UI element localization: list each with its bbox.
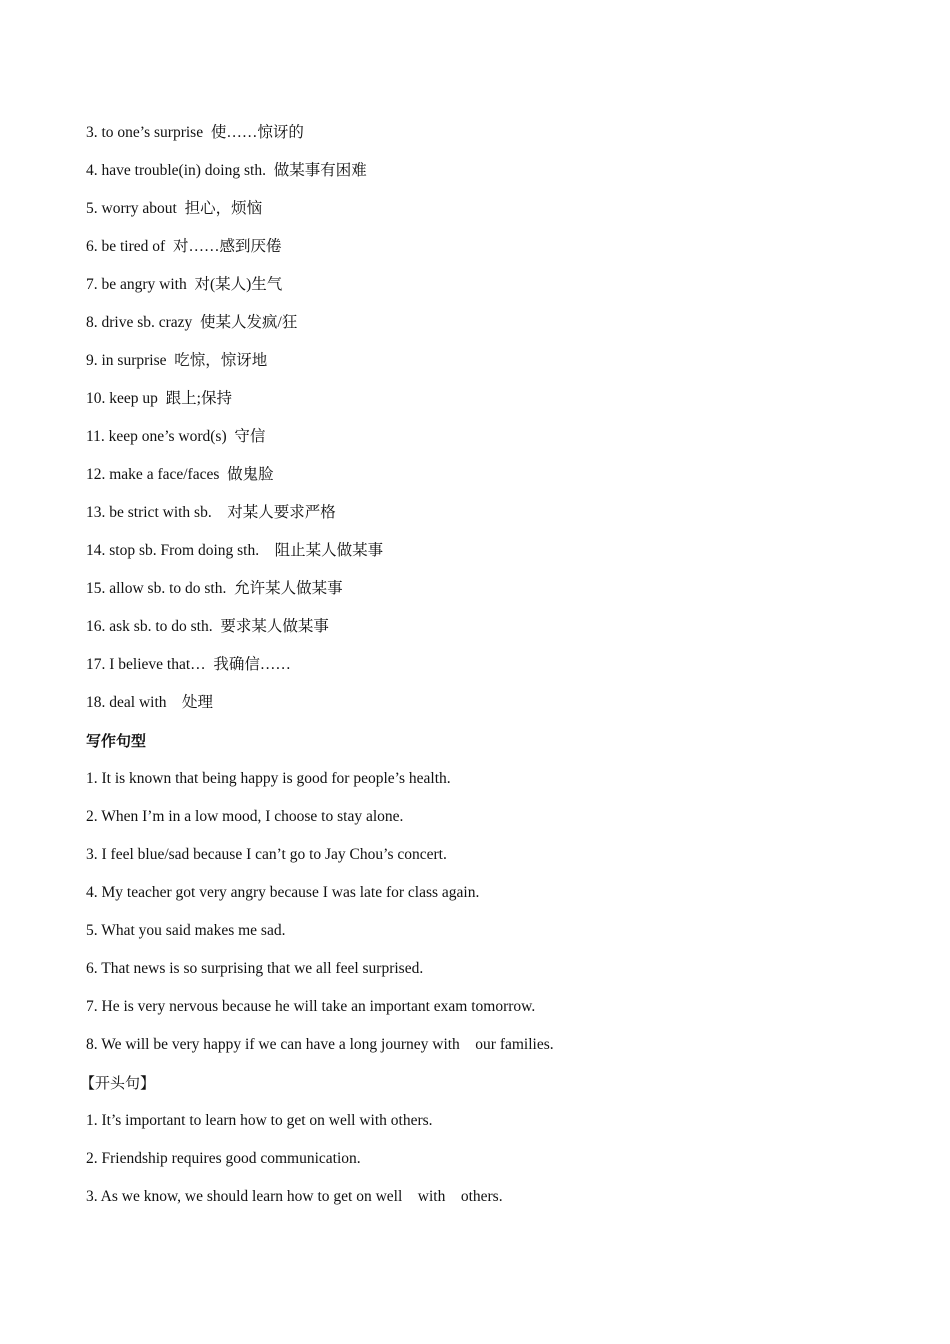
phrase-item: 4. have trouble(in) doing sth. 做某事有困难 <box>86 162 367 179</box>
phrase-item: 6. be tired of 对……感到厌倦 <box>86 238 282 255</box>
writing-sentence: 3. I feel blue/sad because I can’t go to Jay Chou’s concert. <box>86 846 447 863</box>
opening-sentence: 3. As we know, we should learn how to get on well with others. <box>86 1188 503 1205</box>
writing-heading: 写作句型 <box>86 732 147 750</box>
phrase-item: 7. be angry with 对(某人)生气 <box>86 276 283 293</box>
opening-heading: 【开头句】 <box>80 1074 156 1092</box>
writing-sentence: 5. What you said makes me sad. <box>86 922 286 939</box>
phrase-item: 3. to one’s surprise 使……惊讶的 <box>86 124 304 141</box>
phrase-item: 17. I believe that… 我确信…… <box>86 656 291 673</box>
opening-sentence: 2. Friendship requires good communication. <box>86 1150 361 1167</box>
phrase-item: 5. worry about 担心，烦恼 <box>86 200 263 217</box>
writing-sentence: 2. When I’m in a low mood, I choose to stay alone. <box>86 808 404 825</box>
phrase-item: 15. allow sb. to do sth. 允许某人做某事 <box>86 580 343 597</box>
phrase-item: 13. be strict with sb. 对某人要求严格 <box>86 504 336 521</box>
phrase-item: 11. keep one’s word(s) 守信 <box>86 428 266 445</box>
opening-sentence: 1. It’s important to learn how to get on well with others. <box>86 1112 433 1129</box>
writing-sentence: 1. It is known that being happy is good for people’s health. <box>86 770 451 787</box>
writing-sentence: 8. We will be very happy if we can have a long journey with our families. <box>86 1036 554 1053</box>
writing-sentence-list <box>86 768 906 1072</box>
writing-sentence: 4. My teacher got very angry because I was late for class again. <box>86 884 480 901</box>
document-page <box>80 122 906 1224</box>
writing-sentence: 7. He is very nervous because he will take an important exam tomorrow. <box>86 998 536 1015</box>
phrase-item: 18. deal with 处理 <box>86 694 213 711</box>
writing-sentence: 6. That news is so surprising that we all feel surprised. <box>86 960 424 977</box>
phrase-item: 12. make a face/faces 做鬼脸 <box>86 466 274 483</box>
phrase-item: 16. ask sb. to do sth. 要求某人做某事 <box>86 618 329 635</box>
phrase-item: 10. keep up 跟上;保持 <box>86 390 232 407</box>
phrase-list <box>86 122 906 730</box>
opening-sentence-list <box>86 1110 906 1224</box>
phrase-item: 8. drive sb. crazy 使某人发疯/狂 <box>86 314 298 331</box>
phrase-item: 14. stop sb. From doing sth. 阻止某人做某事 <box>86 542 384 559</box>
phrase-item: 9. in surprise 吃惊，惊讶地 <box>86 352 268 369</box>
